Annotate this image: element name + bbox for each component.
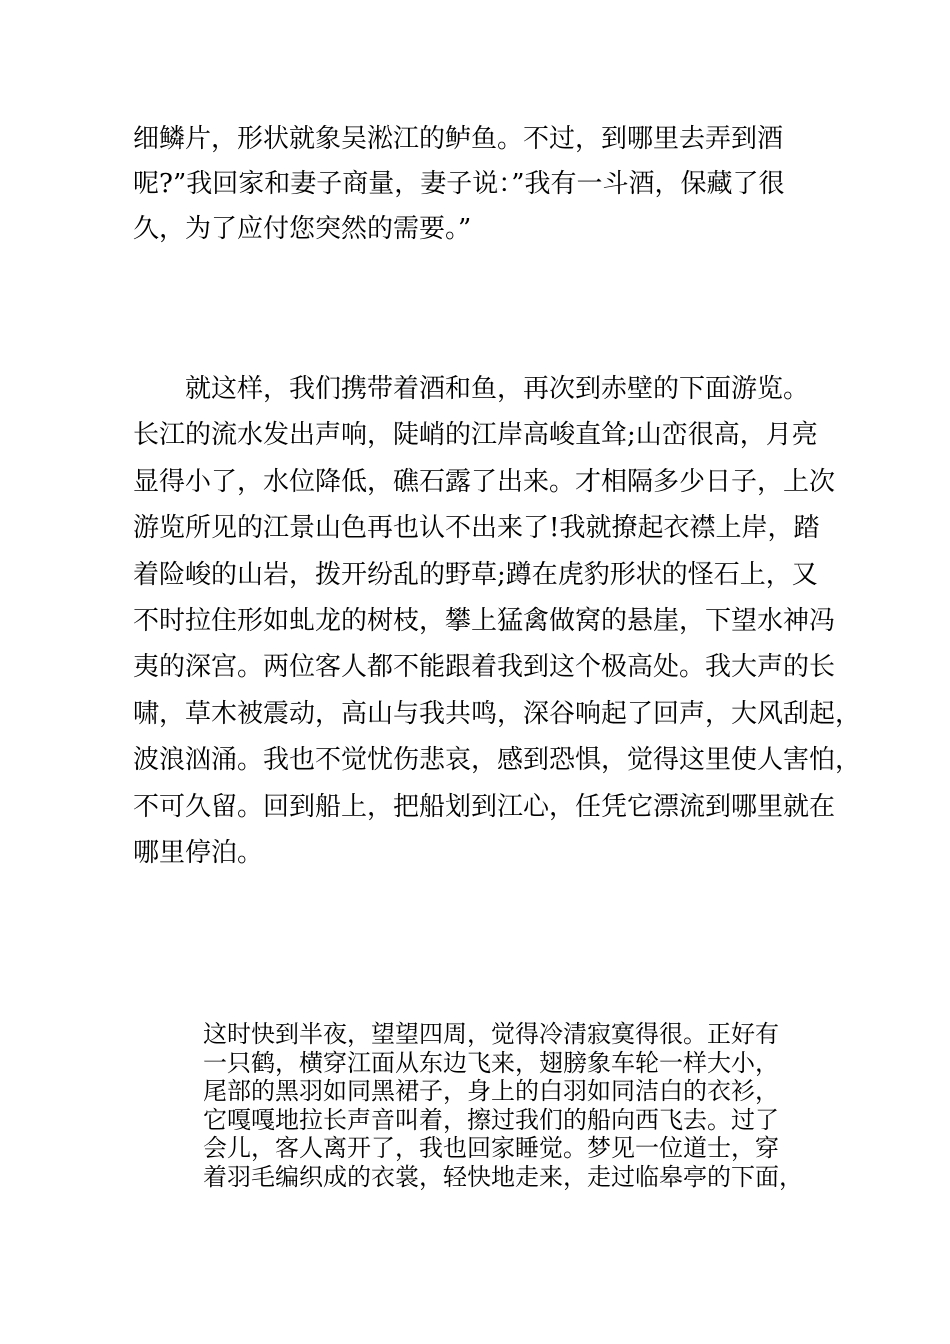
paragraph-2-line-5: 着险峻的山岩，拨开纷乱的野草;蹲在虎豹形状的怪石上，又 xyxy=(133,559,818,590)
paragraph-3-line-6: 着羽毛编织成的衣裳，轻快地走来，走过临皋亭的下面， xyxy=(203,1162,803,1191)
paragraph-2-line-1: 就这样，我们携带着酒和鱼，再次到赤壁的下面游览。 xyxy=(133,374,810,404)
paragraph-3-line-1: 这时快到半夜，望望四周，觉得冷清寂寞得很。正好有 xyxy=(203,1020,779,1048)
paragraph-2-line-7: 夷的深宫。两位客人都不能跟着我到这个极高处。我大声的长 xyxy=(133,652,836,683)
paragraph-1 xyxy=(133,117,785,252)
paragraph-2-line-11: 哪里停泊。 xyxy=(133,838,264,869)
paragraph-2 xyxy=(133,366,861,876)
paragraph-2-line-2: 长江的流水发出声响，陡峭的江岸高峻直耸;山峦很高，月亮 xyxy=(133,420,818,451)
paragraph-2-line-3: 显得小了，水位降低，礁石露了出来。才相隔多少日子，上次 xyxy=(133,466,836,497)
paragraph-3-line-4: 它嘎嘎地拉长声音叫着，擦过我们的船向西飞去。过了 xyxy=(203,1105,779,1134)
paragraph-2-line-4: 游览所见的江景山色再也认不出来了!我就撩起衣襟上岸，踏 xyxy=(133,513,820,544)
paragraph-2-line-10: 不可久留。回到船上，把船划到江心，任凭它漂流到哪里就在 xyxy=(133,791,836,822)
paragraph-2-line-9: 波浪汹涌。我也不觉忧伤悲哀，感到恐惧，觉得这里使人害怕， xyxy=(133,745,862,776)
paragraph-3 xyxy=(203,1020,803,1192)
paragraph-1-line-2: 呢?”我回家和妻子商量，妻子说：”我有一斗酒，保藏了很 xyxy=(133,169,785,199)
paragraph-1-line-1: 细鳞片，形状就象吴淞江的鲈鱼。不过，到哪里去弄到酒 xyxy=(133,124,784,154)
paragraph-2-line-8: 啸，草木被震动，高山与我共鸣，深谷响起了回声，大风刮起， xyxy=(133,698,862,729)
paragraph-3-line-3: 尾部的黑羽如同黑裙子，身上的白羽如同洁白的衣衫， xyxy=(203,1077,779,1106)
paragraph-2-line-6: 不时拉住形如虬龙的树枝，攀上猛禽做窝的悬崖，下望水神冯 xyxy=(133,606,836,637)
paragraph-3-line-2: 一只鹤，横穿江面从东边飞来，翅膀象车轮一样大小， xyxy=(203,1048,779,1077)
paragraph-1-line-3: 久，为了应付您突然的需要。” xyxy=(133,214,472,244)
paragraph-3-line-5: 会儿，客人离开了，我也回家睡觉。梦见一位道士，穿 xyxy=(203,1134,779,1163)
